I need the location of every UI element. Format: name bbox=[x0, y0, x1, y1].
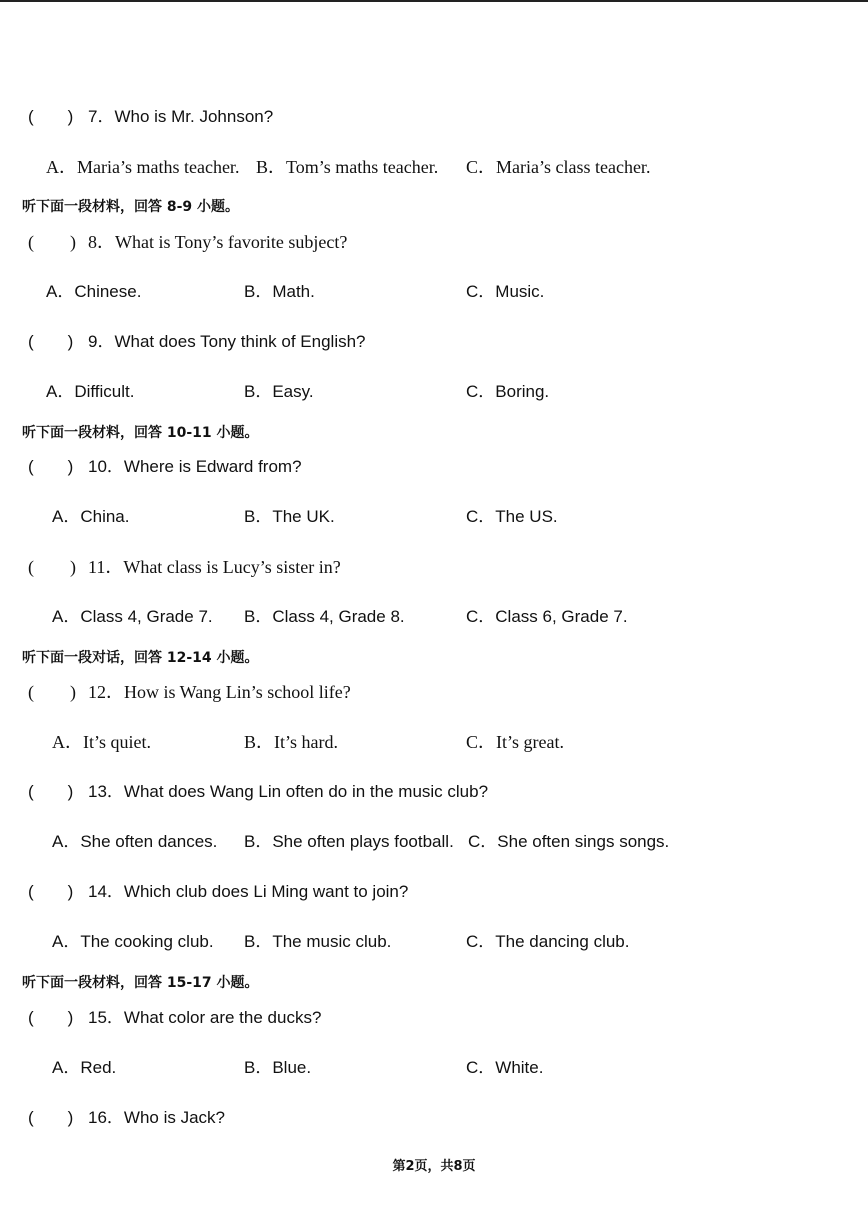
question-text: 9．What does Tony think of English? bbox=[88, 332, 366, 351]
answer-bracket[interactable]: ( ) bbox=[28, 1008, 74, 1027]
option-c[interactable]: C．Boring. bbox=[466, 382, 550, 401]
option-a[interactable]: A．Class 4, Grade 7. bbox=[52, 607, 213, 626]
question-text: 10．Where is Edward from? bbox=[88, 457, 302, 476]
option-c[interactable]: C．The US. bbox=[466, 507, 558, 526]
option-c[interactable]: C．Class 6, Grade 7. bbox=[466, 607, 628, 626]
answer-bracket[interactable]: ( ) bbox=[28, 232, 76, 252]
section-instruction: 听下面一段对话，回答 12-14 小题。 bbox=[22, 650, 259, 666]
option-c[interactable]: C．She often sings songs. bbox=[468, 832, 670, 851]
top-border bbox=[0, 0, 868, 2]
option-c[interactable]: C．Music. bbox=[466, 282, 545, 301]
section-instruction: 听下面一段材料，回答 15-17 小题。 bbox=[22, 975, 259, 991]
option-c[interactable]: C．Maria’s class teacher. bbox=[466, 157, 651, 177]
section-instruction: 听下面一段材料，回答 8-9 小题。 bbox=[22, 199, 240, 215]
option-a[interactable]: A．Chinese. bbox=[46, 282, 142, 301]
option-b[interactable]: B．Math. bbox=[244, 282, 315, 301]
answer-bracket[interactable]: ( ) bbox=[28, 107, 74, 126]
answer-bracket[interactable]: ( ) bbox=[28, 782, 74, 801]
option-c[interactable]: C．It’s great. bbox=[466, 732, 564, 752]
option-b[interactable]: B．She often plays football. bbox=[244, 832, 454, 851]
question-text: 14．Which club does Li Ming want to join? bbox=[88, 882, 409, 901]
option-a[interactable]: A．The cooking club. bbox=[52, 932, 214, 951]
option-b[interactable]: B．Class 4, Grade 8. bbox=[244, 607, 405, 626]
answer-bracket[interactable]: ( ) bbox=[28, 557, 76, 577]
answer-bracket[interactable]: ( ) bbox=[28, 332, 74, 351]
option-a[interactable]: A．Difficult. bbox=[46, 382, 135, 401]
option-b[interactable]: B．It’s hard. bbox=[244, 732, 338, 752]
option-b[interactable]: B．Blue. bbox=[244, 1058, 312, 1077]
question-text: 7．Who is Mr. Johnson? bbox=[88, 107, 274, 126]
option-c[interactable]: C．The dancing club. bbox=[466, 932, 630, 951]
page-number: 第2页，共8页 bbox=[392, 1159, 476, 1174]
answer-bracket[interactable]: ( ) bbox=[28, 1108, 74, 1127]
question-text: 15．What color are the ducks? bbox=[88, 1008, 322, 1027]
option-a[interactable]: A．It’s quiet. bbox=[52, 732, 151, 752]
option-a[interactable]: A．Maria’s maths teacher. bbox=[46, 157, 240, 177]
question-text: 16．Who is Jack? bbox=[88, 1108, 225, 1127]
option-a[interactable]: A．She often dances. bbox=[52, 832, 218, 851]
question-text: 11．What class is Lucy’s sister in? bbox=[88, 557, 341, 577]
option-b[interactable]: B．The UK. bbox=[244, 507, 335, 526]
answer-bracket[interactable]: ( ) bbox=[28, 457, 74, 476]
option-b[interactable]: B．Easy. bbox=[244, 382, 314, 401]
section-instruction: 听下面一段材料，回答 10-11 小题。 bbox=[22, 425, 259, 441]
question-text: 12．How is Wang Lin’s school life? bbox=[88, 682, 351, 702]
option-c[interactable]: C．White. bbox=[466, 1058, 544, 1077]
option-a[interactable]: A．Red. bbox=[52, 1058, 117, 1077]
question-text: 8．What is Tony’s favorite subject? bbox=[88, 232, 348, 252]
question-text: 13．What does Wang Lin often do in the music club? bbox=[88, 782, 489, 801]
option-b[interactable]: B．Tom’s maths teacher. bbox=[256, 157, 439, 177]
option-b[interactable]: B．The music club. bbox=[244, 932, 392, 951]
answer-bracket[interactable]: ( ) bbox=[28, 682, 76, 702]
answer-bracket[interactable]: ( ) bbox=[28, 882, 74, 901]
option-a[interactable]: A．China. bbox=[52, 507, 130, 526]
